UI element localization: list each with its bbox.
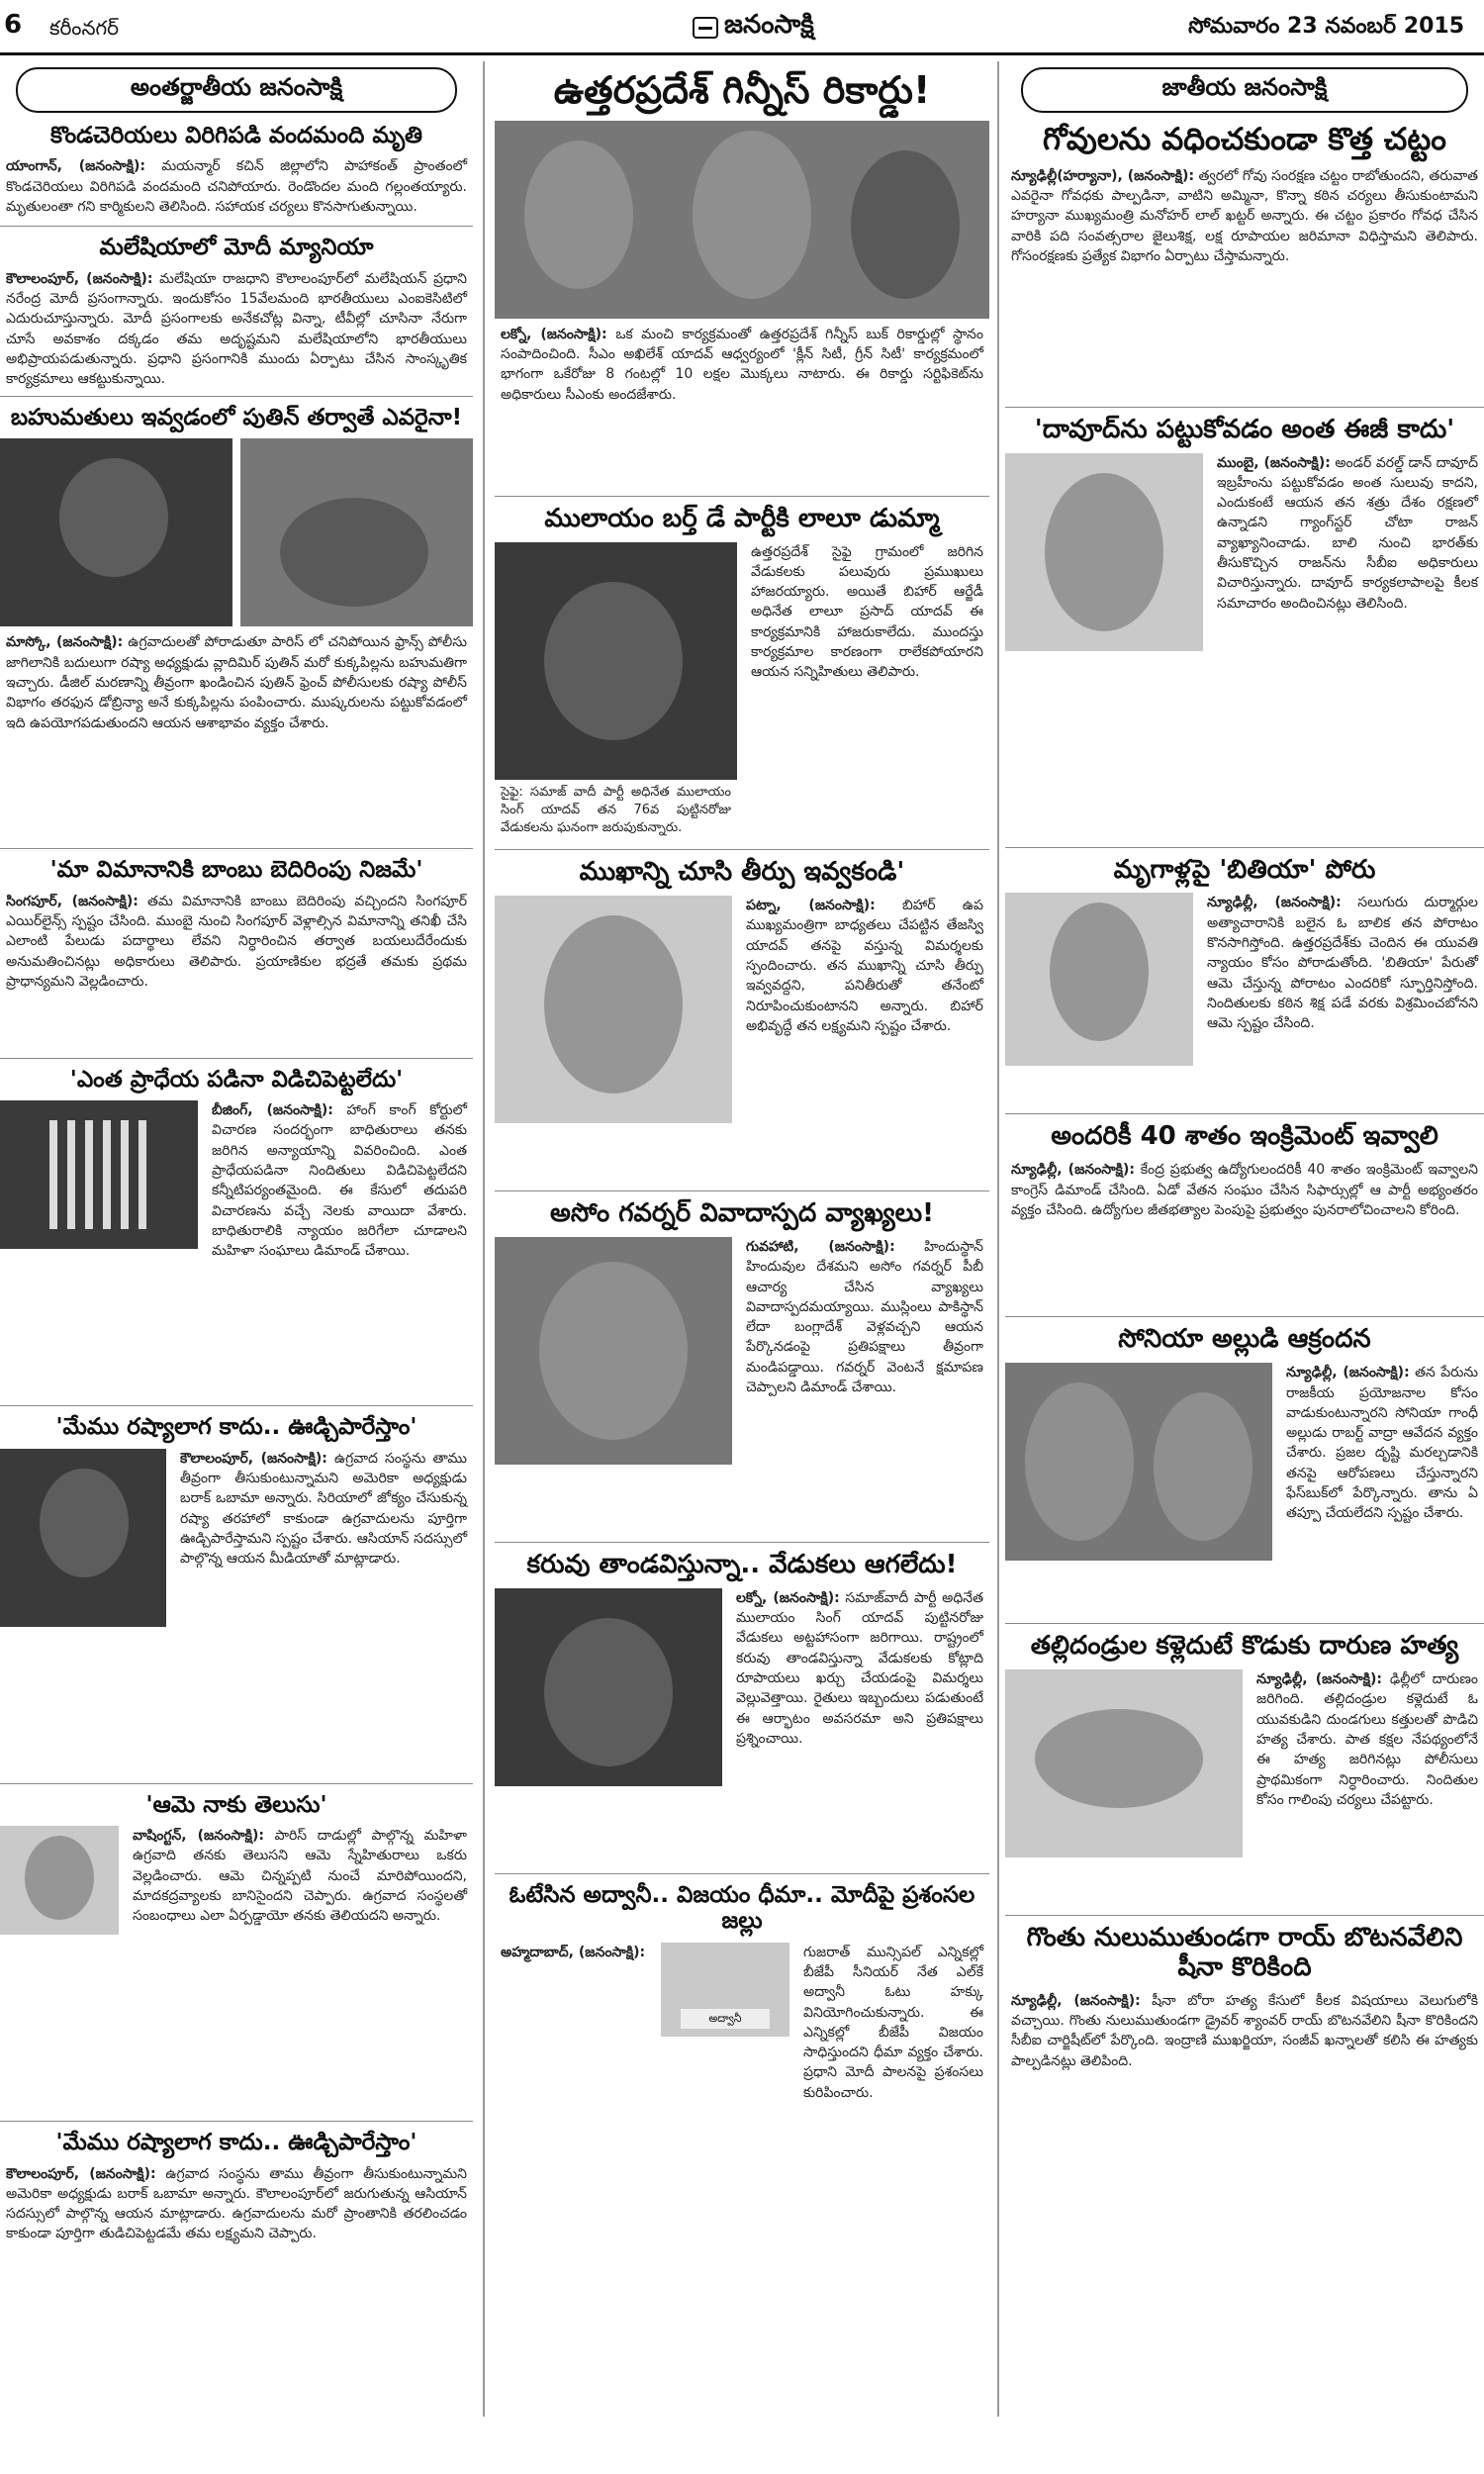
divider	[0, 396, 473, 397]
article-body	[1201, 893, 1484, 1105]
dateline: కౌలాలంపూర్‌, (జనంసాక్షి):	[6, 270, 153, 287]
article-body	[206, 1100, 473, 1397]
headline: ఉత్తరప్రదేశ్‌ గిన్నీస్‌ రికార్డు!	[553, 68, 931, 112]
divider	[1005, 1623, 1484, 1624]
article-layout	[495, 1943, 989, 2101]
divider	[1005, 407, 1484, 408]
headline: తల్లిదండ్రుల కళ్లెదుటే కొడుకు దారుణ హత్య	[1030, 1631, 1459, 1662]
article	[0, 1067, 473, 1397]
dateline: పట్నా, (జనంసాక్షి):	[746, 898, 876, 914]
headline: కొండచెరియలు విరిగిపడి వందమంది మృతి	[49, 123, 423, 148]
dateline: బీజింగ్‌, (జనంసాక్షి):	[212, 1102, 333, 1119]
article-body	[0, 2164, 473, 2293]
headline: మృగాళ్లపై 'బితియా' పోరు	[1113, 854, 1376, 885]
photo-caption: సైఫై: సమాజ్‌ వాదీ పార్టీ అధినేత ములాయం సింగ్‌ యాదవ్‌ తన 76వ పుట్టినరోజు వేడుకలను ఘనంగా జరుపుకున్నారు.	[501, 784, 731, 835]
photo-bitiya	[1005, 893, 1193, 1066]
article-text: సమాజ్‌వాదీ పార్టీ అధినేత ములాయం సింగ్‌ యాదవ్‌ పుట్టినరోజు వేడుకలు అట్టహాసంగా జరిగాయి. రాష్ట్రంలో కరువు తాండవిస్తున్నా వేడుకలకు కోట్లాది రూపాయలు ఖర్చు చేయడంపై విమర్శలు వెల్లువెత్తాయి. రైతులు ఇబ్బందులు పడుతుంటే ఈ ఆర్భాటం అవసరమా అని ప్రతిపక్షాలు ప్రశ్నించాయి.	[736, 1589, 983, 1747]
divider	[0, 2121, 473, 2122]
divider	[495, 1873, 989, 1874]
dateline: న్యూఢిల్లీ, (జనంసాక్షి):	[1011, 1992, 1141, 2009]
photo-highlight	[1045, 473, 1163, 631]
article-text: త్వరలో గోవు సంరక్షణ చట్టం రాబోతుందని, తరువాత ఎవరైనా గోవధకు పాల్పడినా, వాటిని అమ్మినా, కొన్నా కఠిన చర్యలు తీసుకుంటామని హర్యానా ముఖ్యమంత్రి మనోహర్‌ లాల్‌ ఖట్టర్‌ అన్నారు. ఈ చట్టం ప్రకారం గోవధ చేసిన వారికి పది సంవత్సరాల జైలుశిక్ష, లక్ష రూపాయల జరిమానా విధిస్తామని తెలిపారు. గోసంరక్షణకు ప్రత్యేక విభాగం ఏర్పాటు చేస్తామన్నారు.	[1011, 167, 1479, 264]
dateline: సింగపూర్‌, (జనంసాక్షి):	[6, 893, 139, 909]
article-text: ఢిల్లీలో దారుణం జరిగింది. తల్లిదండ్రుల కళ్లెదుటే ఓ యువకుడిని దుండగులు కత్తులతో పొడిచి హత్య చేశారు. పాత కక్షల నేపథ్యంలోనే ఈ హత్య జరిగినట్లు పోలీసులు ప్రాథమికంగా నిర్ధారించారు. నిందితుల కోసం గాలింపు చర్యలు చేపట్టారు.	[1256, 1671, 1478, 1808]
article	[495, 858, 989, 1183]
headline: అందరికీ 40 శాతం ఇంక్రిమెంట్‌ ఇవ్వాలి	[1051, 1121, 1438, 1152]
article-text: తన పేరును రాజకీయ ప్రయోజనాల కోసం వాడుకుంటున్నారని సోనియా గాంధీ అల్లుడు రాబర్ట్‌ వాద్రా ఆవేదన వ్యక్తం చేశారు. ప్రజల దృష్టి మరల్చడానికి తనపై ఆరోపణలు చేస్తున్నారని ఫేస్‌బుక్‌లో పేర్కొన్నారు. తాను ఏ తప్పూ చేయలేదని స్పష్టం చేశారు.	[1286, 1365, 1478, 1522]
article-text: హిందుస్థాన్‌ హిందువుల దేశమని అసోం గవర్నర్‌ పీబీ ఆచార్య చేసిన వ్యాఖ్యలు వివాదాస్పదమయ్యాయి. ముస్లింలు పాకిస్థాన్‌ లేదా బంగ్లాదేశ్‌ వెళ్లవచ్చని ఆయన పేర్కొనడంపై ప్రతిపక్షాలు తీవ్రంగా మండిపడ్డాయి. గవర్నర్‌ వెంటనే క్షమాపణ చెప్పాలని డిమాండ్‌ చేశాయి.	[746, 1238, 983, 1395]
article	[495, 69, 989, 488]
photo-highlight	[40, 1469, 129, 1577]
article-layout	[1005, 1363, 1484, 1615]
divider	[495, 496, 989, 497]
photo-dawood	[1005, 453, 1203, 651]
article	[0, 1414, 473, 1774]
article	[1005, 416, 1484, 839]
article-text: తమ విమానానికి బాంబు బెదిరింపు వచ్చిందని సింగపూర్‌ ఎయిర్‌లైన్స్‌ స్పష్టం చేసింది. ముంబై నుంచి సింగపూర్‌ వెళ్లాల్సిన విమానాన్ని తనిఖీ చేసి ఎలాంటి పేలుడు పదార్థాలు లేవని నిర్ధారించిన తర్వాత బయలుదేరేందుకు అనుమతించినట్లు అధికారులు తెలిపారు. ప్రయాణికుల భద్రతే తమకు ప్రథమ ప్రాధాన్యమని వెల్లడించారు.	[6, 893, 467, 990]
divider	[0, 1405, 473, 1406]
photo-crime-scene	[1005, 1669, 1243, 1857]
article-body	[740, 1237, 989, 1534]
article-body	[1005, 166, 1484, 399]
article-text: ఉగ్రవాద సంస్థను తాము తీవ్రంగా తీసుకుంటున్నామని అమెరికా అధ్యక్షుడు బరాక్‌ ఒబామా అన్నారు. సిరియాలో జోక్యం చేసుకున్న రష్యా తరహాలో కాకుండా ఉగ్రవాదులను పూర్తిగా ఊడ్చిపారేస్తామని స్పష్టం చేశారు. ఆసియాన్‌ సదస్సులో పాల్గొన్న ఆయన మీడియాతో మాట్లాడారు.	[180, 1450, 467, 1568]
photo-prison-bars	[0, 1100, 198, 1249]
article-text: మలేషియా రాజధాని కౌలాలంపూర్‌లో మలేషియన్‌ ప్రధాని నరేంద్ర మోదీ ప్రసంగాన్నారు. ఇందుకోసం 15వేలమంది భారతీయులు ఎంఐకెసిటిలో ఎదురుచూస్తున్నారు. మోదీ ప్రసంగాలకు అనేకచోట్ల విన్నా, టీవీల్లో చూసినా నేరుగా చూసే అవకాశం దక్కడం తమ అదృష్టమని మలేషియాలోని భారతీయులు అభిప్రాయపడుతున్నారు. ప్రధాని ప్రసంగానికి ముందు ఏర్పాటు చేసిన సాంస్కృతిక కార్యక్రమాలు ఆకట్టుకున్నాయి.	[6, 270, 467, 388]
article	[1005, 123, 1484, 399]
issue-date: సోమవారం 23 నవంబర్ 2015	[1188, 14, 1464, 39]
photo-highlight	[280, 498, 428, 607]
masthead-rule	[0, 52, 1484, 55]
article-layout	[1005, 1669, 1484, 1907]
article-text: ఉగ్రవాద సంస్థను తాము తీవ్రంగా తీసుకుంటున్నామని అమెరికా అధ్యక్షుడు బరాక్‌ ఒబామా అన్నారు. కౌలాలంపూర్‌లో జరుగుతున్న ఆసియాన్‌ సదస్సులో పాల్గొన్న ఆయన మాట్లాడారు. ఉగ్రవాదులను మరో ప్రాంతానికి తరలించడం కాకుండా పూర్తిగా తుడిచిపెట్టడమే తమ లక్ష్యమని చెప్పారు.	[6, 2165, 467, 2242]
logo-icon	[693, 17, 718, 39]
article-body	[495, 1943, 653, 2091]
article-text: సలుగురు దుర్మార్గుల అత్యాచారానికి బలైన ఓ బాలిక తన పోరాటం కొనసాగిస్తోంది. ఉత్తరప్రదేశ్‌కు చెందిన ఈ యువతి న్యాయం కోసం పోరాడుతోంది. 'బితియా' పేరుతో ఆమె చేస్తున్న పోరాటం ఎందరికో స్ఫూర్తినిస్తోంది. నిందితులకు కఠిన శిక్ష పడే వరకు విశ్రమించబోనని ఆమె స్పష్టం చేసింది.	[1207, 895, 1478, 1032]
photo-label: అద్వానీ	[681, 2009, 770, 2029]
article-layout	[0, 1826, 473, 2113]
photo-highlight	[539, 1262, 688, 1440]
divider	[1005, 1915, 1484, 1916]
dateline: న్యూఢిల్లీ, (జనంసాక్షి):	[1286, 1365, 1410, 1381]
headline: కరువు తాండవిస్తున్నా.. వేడుకలు ఆగలేదు!	[526, 1549, 958, 1579]
photo-highlight	[851, 150, 960, 299]
article	[495, 505, 989, 841]
article-body	[0, 156, 473, 218]
article-body	[174, 1449, 473, 1775]
dateline: యాంగాన్‌, (జనంసాక్షి):	[6, 158, 145, 175]
dateline: ముంబై, (జనంసాక్షి):	[1217, 454, 1331, 471]
article-body	[1251, 1669, 1484, 1907]
headline: 'మా విమానానికి బాంబు బెదిరింపు నిజమే'	[49, 857, 423, 884]
article	[0, 1792, 473, 2113]
bars-graphic	[49, 1120, 148, 1229]
photo-birthday	[495, 542, 737, 780]
national-column	[1005, 61, 1484, 2219]
international-column	[0, 61, 473, 2293]
dateline: వాషింగ్టన్‌, (జనంసాక్షి):	[133, 1828, 264, 1845]
article	[495, 1551, 989, 1865]
article-body: ఉత్తరప్రదేశ్‌ సైఫై గ్రామంలో జరిగిన వేడుకలకు పలువురు ప్రముఖులు హాజరయ్యారు. అయితే బిహార్‌ ఆర్జేడీ అధినేత లాలూ ప్రసాద్‌ యాదవ్‌ ఈ కార్యక్రమానికి హాజరుకాలేదు. ముందస్తు కార్యక్రమాల కారణంగా రాలేకపోయారని ఆయన సన్నిహితులు తెలిపారు.	[751, 543, 983, 681]
article-text: ఉగ్రవాదులతో పోరాడుతూ పారిస్‌ లో చనిపోయిన ఫ్రాన్స్‌ పోలీసు జాగిలానికి బదులుగా రష్యా అధ్యక్షుడు వ్లాదిమిర్‌ పుతిన్‌ మరో కుక్కపిల్లను బహుమతిగా ఇచ్చారు. డీజిల్‌ మరణాన్ని తీవ్రంగా ఖండించిన పుతిన్‌ ఫ్రెంచ్‌ పోలీసులకు రష్యా పోలీస్‌ విభాగం తరఫున డోబ్రిన్యా అనే కుక్కపిల్లను పంపించారు. ముష్కరులను పట్టుకోవడంలో ఇది ఉపయోగపడుతుందని ఆయన ఆశాభావం వ్యక్తం చేశారు.	[6, 634, 467, 731]
photo-obama	[0, 1449, 166, 1627]
article	[0, 2130, 473, 2292]
photo-mulayam	[495, 1588, 722, 1786]
edition-name: కరీంనగర్	[49, 16, 119, 40]
article-body	[1005, 1160, 1484, 1308]
article-text: హాంగ్‌ కాంగ్‌ కోర్టులో విచారణ సందర్భంగా బాధితురాలు తనకు జరిగిన అన్యాయాన్ని వివరించింది. ఎంత ప్రాధేయపడినా నిందితులు విడిచిపెట్టలేదని కన్నీటిపర్యంతమైంది. ఈ కేసులో తదుపరి విచారణను వచ్చే నెలకు వాయిదా వేశారు. బాధితురాలికి న్యాయం జరిగేలా చూడాలని మహిళా సంఘాలు డిమాండ్‌ చేశాయి.	[212, 1102, 468, 1260]
article-layout	[495, 1237, 989, 1534]
article-body	[730, 1588, 989, 1865]
photo-highlight	[524, 141, 633, 289]
dateline: న్యూఢిల్లీ, (జనంసాక్షి):	[1256, 1671, 1383, 1688]
article-text: ఒక మంచి కార్యక్రమంతో ఉత్తరప్రదేశ్‌ గిన్నీస్‌ బుక్‌ రికార్డుల్లో స్థానం సంపాదించింది. సీఎం అఖిలేశ్‌ యాదవ్‌ ఆధ్వర్యంలో 'క్లీన్‌ సిటీ, గ్రీన్‌ సిటీ' కార్యక్రమంలో భాగంగా ఒకేరోజు 8 గంటల్లో 10 లక్షల మొక్కలు నాటారు. ఈ రికార్డు సర్టిఫికెట్‌ను అధికారులు సీఎంకు అందజేశారు.	[501, 326, 983, 403]
headline: ముఖాన్ని చూసి తీర్పు ఇవ్వకండి'	[579, 857, 905, 888]
photo-governor	[495, 1237, 732, 1465]
article-text: పారిస్‌ దాడుల్లో పాల్గొన్న మహిళా ఉగ్రవాది తనకు తెలుసని ఆమె స్నేహితురాలు ఒకరు వెల్లడించారు. ఆమె చిన్నప్పటి నుంచే మారిపోయిందని, మాదకద్రవ్యాలకు బానిసైందని చెప్పారు. ఉగ్రవాద సంస్థలతో సంబంధాలు ఎలా ఏర్పడ్డాయో తనకు తెలియదని అన్నారు.	[133, 1828, 467, 1925]
photo-tejashwi	[495, 896, 732, 1123]
article-layout	[495, 1588, 989, 1865]
page-number: 6	[4, 10, 23, 40]
headline: 'ఆమె నాకు తెలుసు'	[145, 1791, 327, 1818]
dateline: న్యూఢిల్లీ, (జనంసాక్షి):	[1011, 1162, 1135, 1179]
article	[1005, 1325, 1484, 1615]
article-text: బిహార్‌ ఉప ముఖ్యమంత్రిగా బాధ్యతలు చేపట్టిన తేజస్వి యాదవ్‌ తనపై వస్తున్న విమర్శలకు స్పందించారు. తన ముఖాన్ని చూసి తీర్పు ఇవ్వవద్దని, పనితీరుతో తనేంటో నిరూపించుకుంటానని అన్నారు. బిహార్‌ అభివృద్ధే తన లక్ష్యమని స్పష్టం చేశారు.	[746, 898, 983, 1034]
divider	[0, 1058, 473, 1059]
article-text: కేంద్ర ప్రభుత్వ ఉద్యోగులందరికీ 40 శాతం ఇంక్రిమెంట్‌ ఇవ్వాలని కాంగ్రెస్‌ డిమాండ్‌ చేసింది. ఏడో వేతన సంఘం చేసిన సిఫార్సుల్లో ఆ పార్టీ అభ్యంతరం వ్యక్తం చేసింది. ఉద్యోగుల జీతభత్యాల పెంపుపై ప్రభుత్వం పునరాలోచించాలని కోరింది.	[1011, 1162, 1478, 1218]
article-body	[127, 1826, 473, 2113]
photo-advani	[661, 1943, 789, 2037]
dateline: లక్నో, (జనంసాక్షి):	[501, 326, 607, 342]
article	[1005, 856, 1484, 1106]
article-body	[0, 269, 473, 388]
photo-guinness-record	[495, 121, 989, 319]
divider	[1005, 847, 1484, 848]
article-text: షీనా బోరా హత్య కేసులో కీలక విషయాలు వెలుగులోకి వచ్చాయి. గొంతు నులుముతుండగా డ్రైవర్‌ శ్యాంవర్‌ రాయ్‌ బొటనవేలిని షీనా కొరికిందని సీబీఐ చార్జిషీట్‌లో పేర్కొంది. ఇంద్రాణి ముఖర్జియా, సంజీవ్‌ ఖన్నాలతో కలిసి ఈ హత్యకు పాల్పడినట్లు తెలిపింది.	[1011, 1992, 1478, 2069]
article-layout	[495, 542, 989, 842]
newspaper-logo	[693, 10, 814, 46]
photo-highlight	[1025, 1382, 1134, 1541]
article	[0, 405, 473, 840]
divider	[495, 1542, 989, 1543]
photo-highlight	[1035, 1709, 1203, 1808]
logo-text: జనంసాక్షి	[724, 10, 814, 40]
dateline: మాస్కో, (జనంసాక్షి):	[6, 634, 124, 651]
headline: మలేషియాలో మోదీ మ్యానియా	[99, 235, 374, 261]
article-body	[495, 325, 989, 488]
photo-vadra	[1005, 1363, 1272, 1561]
article-text: అండర్‌ వరల్డ్‌ డాన్‌ దావూద్‌ ఇబ్రహీంను పట్టుకోవడం అంత సులువు కాదని, ఎందుకంటే ఆయన తన శత్రు దేశం రక్షణలో ఉన్నాడని గ్యాంగ్‌స్టర్‌ చోటా రాజన్‌ వ్యాఖ్యానించాడు. బాలి నుంచి భారత్‌కు తీసుకొచ్చిన రాజన్‌ను సీబీఐ అధికారులు విచారిస్తున్నారు. దావూద్‌ కార్యకలాపాలపై కీలక సమాచారం అందించినట్లు తెలిసింది.	[1217, 454, 1479, 612]
center-column	[495, 61, 989, 2101]
article-layout	[0, 1100, 473, 1397]
photo-block	[495, 542, 737, 842]
article-text: గుజరాత్‌ మున్సిపల్‌ ఎన్నికల్లో బీజేపీ సీనియర్‌ నేత ఎల్‌కే అద్వానీ ఓటు హక్కు వినియోగించుకున్నారు. ఈ ఎన్నికల్లో బీజేపీ విజయం సాధిస్తుందని ధీమా వ్యక్తం చేశారు. ప్రధాని మోదీ పాలనపై ప్రశంసలు కురిపించారు.	[803, 1944, 983, 2101]
article	[1005, 1924, 1484, 2219]
article	[495, 1881, 989, 2101]
dateline: కౌలాలంపూర్‌, (జనంసాక్షి):	[180, 1450, 327, 1467]
photo-highlight	[1154, 1392, 1252, 1541]
photo-highlight	[544, 915, 683, 1094]
headline: ఓటేసిన అద్వానీ.. విజయం ధీమా.. మోదీపై ప్రశంసల జల్లు	[509, 1881, 975, 1935]
photo-highlight	[59, 458, 168, 577]
article-text: మయన్మార్‌ కచిన్‌ జిల్లాలోని పాహాకంత్‌ ప్రాంతంలో కొండచెరియలు విరిగిపడి వందమంది చనిపోయారు. రెండొందల మంది గల్లంతయ్యారు. మృతులంతా గని కార్మికులని తెలిసింది. సహాయక చర్యలు కొనసాగుతున్నాయి.	[6, 158, 467, 216]
article-layout	[1005, 453, 1484, 839]
dateline: లక్నో, (జనంసాక్షి):	[736, 1589, 840, 1606]
dateline: న్యూఢిల్లీ(హర్యానా), (జనంసాక్షి):	[1011, 167, 1195, 184]
divider	[0, 1783, 473, 1784]
headline: ములాయం బర్త్‌ డే పార్టీకి లాలూ డుమ్మా	[544, 503, 940, 533]
column-divider	[997, 61, 999, 2417]
article	[1005, 1122, 1484, 1308]
photo-row	[0, 438, 473, 626]
headline: 'మేము రష్యాలాగ కాదు.. ఊడ్చిపారేస్తాం'	[55, 2130, 417, 2156]
article-body	[0, 892, 473, 1050]
photo-highlight	[1050, 903, 1149, 1041]
photo-highlight	[544, 582, 683, 740]
photo-puppy	[240, 438, 473, 626]
article-layout	[0, 1449, 473, 1775]
headline: 'ఎంత ప్రాధేయ పడినా విడిచిపెట్టలేదు'	[69, 1066, 404, 1093]
divider	[495, 1190, 989, 1191]
article-body	[740, 896, 989, 1183]
article	[0, 123, 473, 218]
photo-highlight	[25, 1836, 94, 1920]
headline: అసోం గవర్నర్‌ వివాదాస్పద వ్యాఖ్యలు!	[550, 1198, 934, 1229]
article	[0, 235, 473, 387]
dateline: న్యూఢిల్లీ, (జనంసాక్షి):	[1207, 895, 1342, 911]
article-body	[0, 632, 473, 840]
article-body	[1211, 453, 1484, 839]
photo-woman	[0, 1826, 119, 1935]
photo-highlight	[693, 131, 811, 299]
article	[495, 1199, 989, 1534]
headline: బహుమతులు ఇవ్వడంలో పుతిన్‌ తర్వాతే ఎవరైనా!	[10, 404, 463, 430]
divider	[1005, 1113, 1484, 1114]
headline: గొంతు నులుముతుండగా రాయ్‌ బొటనవేలిని షీనా కొరికింది	[1026, 1923, 1463, 1982]
article	[0, 857, 473, 1049]
section-header-international: అంతర్జాతీయ జనంసాక్షి	[16, 67, 457, 113]
article	[1005, 1632, 1484, 1907]
article-body	[1280, 1363, 1484, 1615]
divider	[0, 226, 473, 227]
divider	[1005, 1316, 1484, 1317]
masthead	[0, 0, 1484, 55]
headline: 'దావూద్‌ను పట్టుకోవడం అంత ఈజీ కాదు'	[1034, 414, 1455, 444]
headline: గోవులను వధించకుండా కొత్త చట్టం	[1042, 122, 1446, 157]
dateline: గువహాటి, (జనంసాక్షి):	[746, 1238, 895, 1255]
column-divider	[483, 61, 485, 2417]
photo-putin	[0, 438, 232, 626]
photo-highlight	[544, 1618, 673, 1766]
dateline: అహ్మదాబాద్‌, (జనంసాక్షి):	[501, 1944, 646, 1960]
dateline: కౌలాలంపూర్‌, (జనంసాక్షి):	[6, 2165, 156, 2182]
divider	[495, 849, 989, 850]
divider	[0, 848, 473, 849]
headline: సోనియా అల్లుడి ఆక్రందన	[1118, 1324, 1371, 1355]
article-body	[1005, 1991, 1484, 2219]
section-header-national: జాతీయ జనంసాక్షి	[1021, 67, 1468, 113]
article-layout	[495, 896, 989, 1183]
article-layout	[1005, 893, 1484, 1105]
headline: 'మేము రష్యాలాగ కాదు.. ఊడ్చిపారేస్తాం'	[55, 1414, 417, 1441]
